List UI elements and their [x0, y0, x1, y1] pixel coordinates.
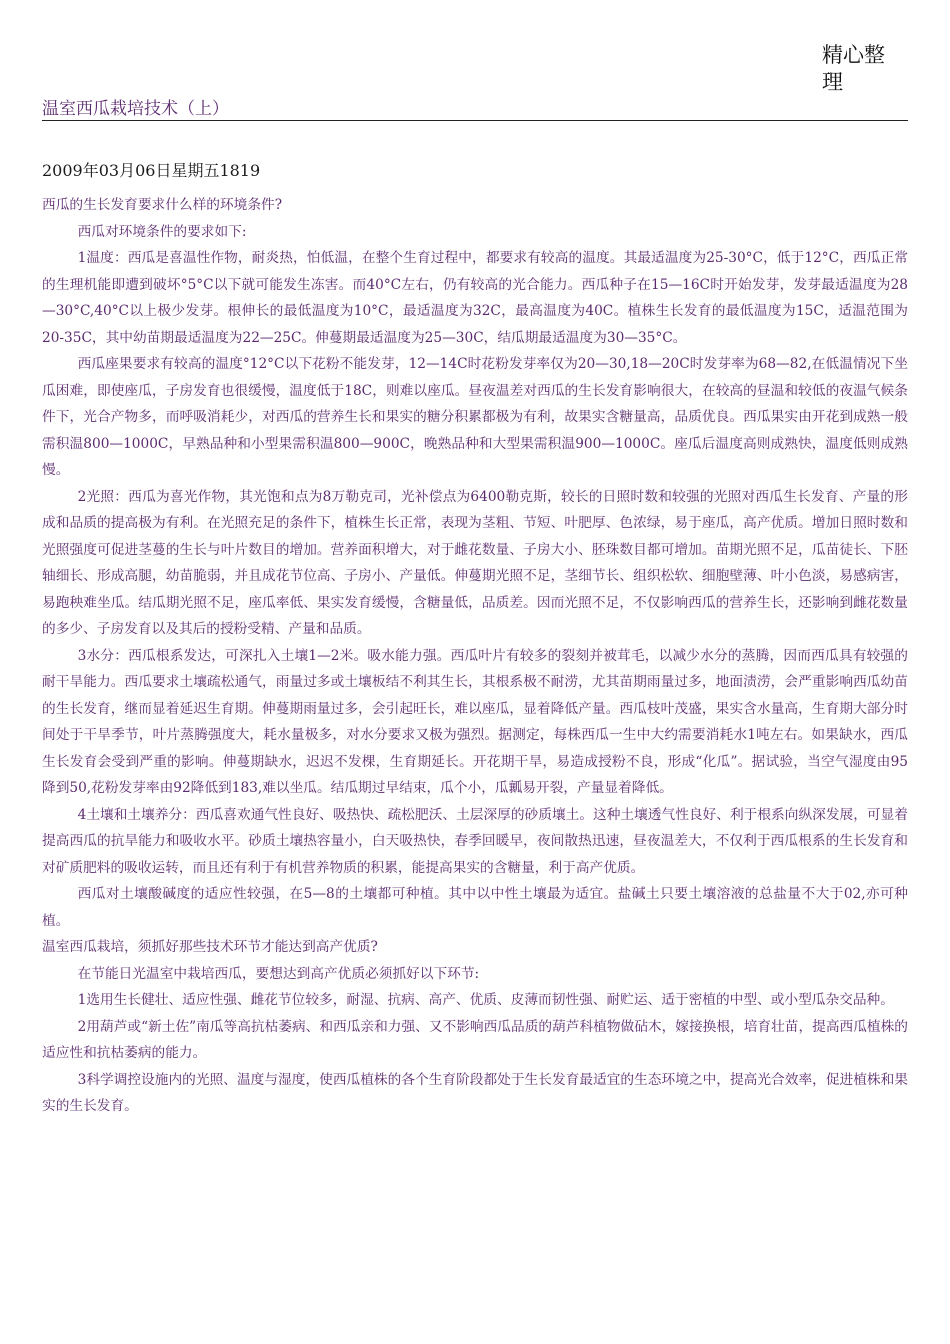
date-line: 2009年03月06日星期五1819: [42, 161, 261, 180]
paragraph: 西瓜对土壤酸碱度的适应性较强，在5—8的土壤都可种植。其中以中性土壤最为适宜。盐碱土只要土壤溶液的总盐量不大于02,亦可种植。: [42, 886, 908, 929]
paragraph: 西瓜对环境条件的要求如下:: [77, 223, 247, 240]
question-heading: 温室西瓜栽培，须抓好那些技术环节才能达到高产优质?: [42, 939, 378, 955]
paragraph: 西瓜座果要求有较高的温度°12°C以下花粉不能发芽，12—14C时花粉发芽率仅为20—30,18—20C时发芽率为68—82,在低温情况下坐瓜困难，即使座瓜，子房发育也很缓慢，温度低于18C，则难以座瓜。昼夜温差对西瓜的生长发育影响很大，在较高的昼温和较低的夜温气候条件下，光合产物多，而呼吸消耗少，对西瓜的营养生长和果实的糖分积累都极为有利，故果实含糖量高，品质优良。西瓜果实由开花到成熟一般需积温800—1000C，早熟品种和小型果需积温800—900C，晚熟品种和大型果需积温900—1000C。座瓜后温度高则成熟快，温度低则成熟慢。: [42, 356, 908, 478]
paragraph: 3水分：西瓜根系发达，可深扎入土壤1—2米。吸水能力强。西瓜叶片有较多的裂刻并被茸毛，以减少水分的蒸腾，因而西瓜具有较强的耐干旱能力。西瓜要求土壤疏松通气，雨量过多或土壤板结不利其生长，其根系极不耐涝，尤其苗期雨量过多，地面渍涝，会严重影响西瓜幼苗的生长发育，继而显着延迟生育期。伸蔓期雨量过多，会引起旺长，难以座瓜，显着降低产量。西瓜枝叶茂盛，果实含水量高，生育期大部分时间处于干旱季节，叶片蒸腾强度大，耗水量极多，对水分要求又极为强烈。据测定，每株西瓜一生中大约需要消耗水1吨左右。如果缺水，西瓜生长发育会受到严重的影响。伸蔓期缺水，迟迟不发棵，生育期延长。开花期干旱，易造成授粉不良，形成“化瓜”。据试验，当空气湿度由95降到50,花粉发芽率由92降低到183,难以坐瓜。结瓜期过早结束，瓜个小，瓜瓤易开裂，产量显着降低。: [42, 647, 908, 796]
question-heading: 西瓜的生长发育要求什么样的环境条件?: [42, 197, 283, 213]
paragraph: 1选用生长健壮、适应性强、雌花节位较多，耐湿、抗病、高产、优质、皮薄而韧性强、耐贮运、适于密植的中型、或小型瓜杂交品种。: [77, 992, 894, 1008]
paragraph: 3科学调控设施内的光照、温度与湿度，使西瓜植株的各个生育阶段都处于生长发育最适宜的生态环境之中，提高光合效率，促进植株和果实的生长发育。: [42, 1071, 908, 1114]
document-title: 温室西瓜栽培技术（上）: [42, 99, 229, 119]
paragraph: 2光照：西瓜为喜光作物，其光饱和点为8万勒克司，光补偿点为6400勒克斯，较长的日照时数和较强的光照对西瓜生长发育、产量的形成和品质的提高极为有利。在光照充足的条件下，植株生长正常，表现为茎粗、节短、叶肥厚、色浓绿，易于座瓜，高产优质。增加日照时数和光照强度可促进茎蔓的生长与叶片数目的增加。营养面积增大，对于雌花数量、子房大小、胚珠数目都可增加。苗期光照不足，瓜苗徒长、下胚轴细长、形成高腿，幼苗脆弱，并且成花节位高、子房小、产量低。伸蔓期光照不足，茎细节长、组织松软、细胞壁薄、叶小色淡，易感病害，易跑秧难坐瓜。结瓜期光照不足，座瓜率低、果实发育缓慢，含糖量低，品质差。因而光照不足，不仅影响西瓜的营养生长，还影响到雌花数量的多少、子房发育以及其后的授粉受精、产量和品质。: [42, 488, 908, 637]
paragraph: 在节能日光温室中栽培西瓜，要想达到高产优质必须抓好以下环节:: [77, 965, 480, 982]
paragraph: 2用葫芦或“新土佐”南瓜等高抗枯萎病、和西瓜亲和力强、又不影响西瓜品质的葫芦科植物做砧木，嫁接换根，培育壮苗，提高西瓜植株的适应性和抗枯萎病的能力。: [42, 1018, 908, 1061]
header-divider: [42, 120, 908, 121]
paragraph: 4土壤和土壤养分：西瓜喜欢通气性良好、吸热快、疏松肥沃、土层深厚的砂质壤土。这种土壤透气性良好、利于根系向纵深发展，可显着提高西瓜的抗旱能力和吸收水平。砂质土壤热容量小，白天吸热快，春季回暖早，夜间散热迅速，昼夜温差大，不仅利于西瓜根系的生长发育和对矿质肥料的吸收运转，而且还有利于有机营养物质的积累，能提高果实的含糖量，利于高产优质。: [42, 806, 908, 876]
article-body: [42, 192, 908, 1120]
watermark-stamp: 精心整理: [822, 43, 885, 94]
paragraph: 1温度：西瓜是喜温性作物，耐炎热，怕低温，在整个生育过程中，都要求有较高的温度。其最适温度为25-30°C，低于12°C，西瓜正常的生理机能即遭到破坏°5°C以下就可能发生冻害。而40°C左右，仍有较高的光合能力。西瓜种子在15—16C时开始发芽，发芽最适温度为28—30°C,40°C以上极少发芽。根伸长的最低温度为10°C，最适温度为32C，最高温度为40C。植株生长发育的最低温度为15C，适温范围为20-35C，其中幼苗期最适温度为22—25C。伸蔓期最适温度为25—30C，结瓜期最适温度为30—35°C。: [42, 250, 908, 346]
